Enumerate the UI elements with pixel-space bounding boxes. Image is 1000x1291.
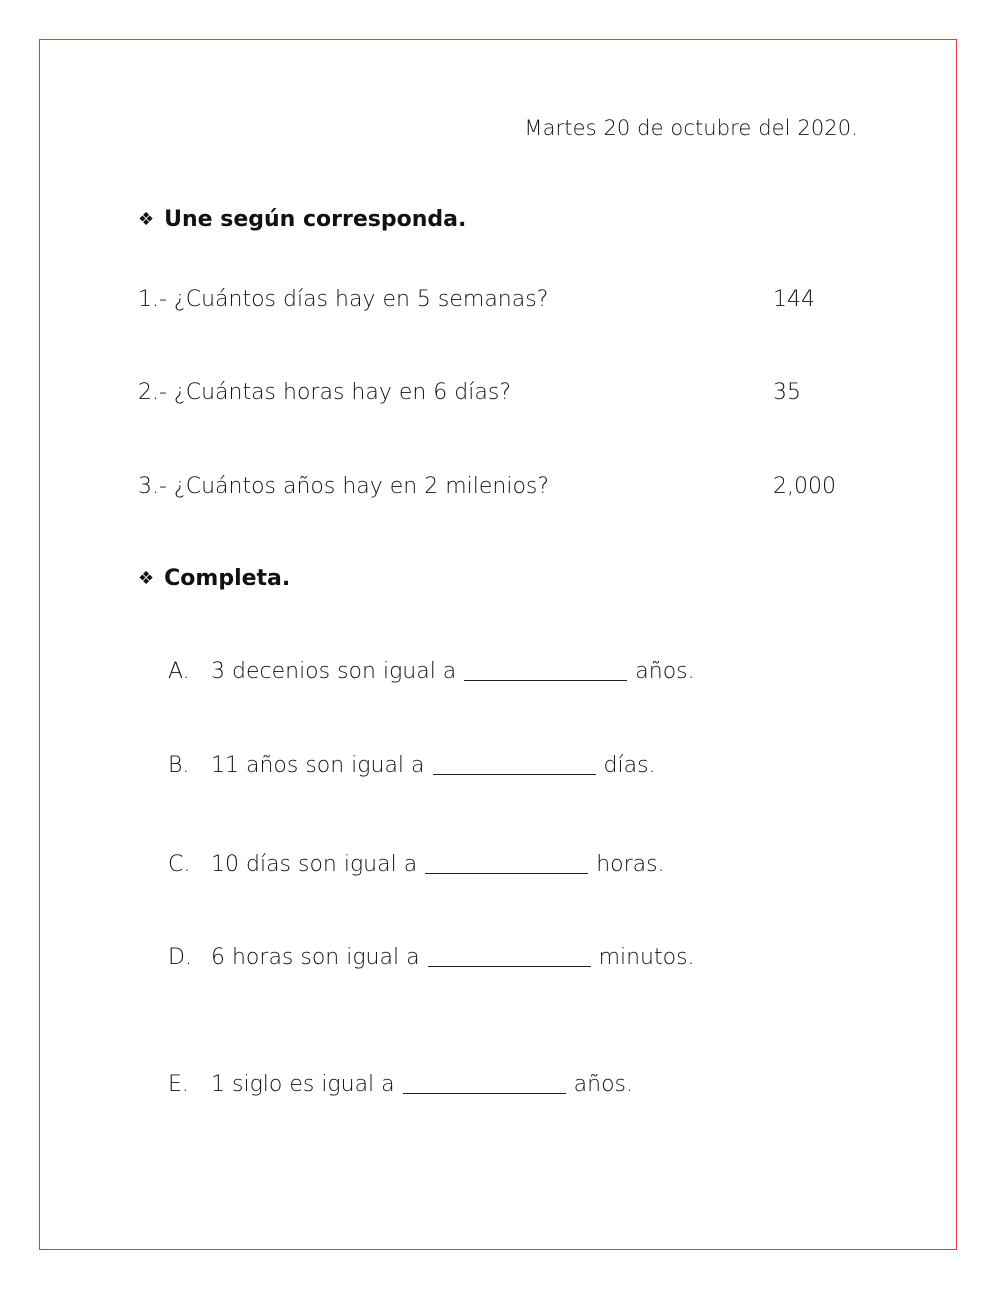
answer-blank-a[interactable] (464, 680, 627, 681)
item-text-after: años. (635, 659, 695, 684)
section-title: Une según corresponda. (164, 207, 467, 232)
item-text-after: horas. (596, 852, 665, 877)
section-heading-complete (138, 566, 290, 591)
answer-blank-c[interactable] (425, 873, 588, 874)
item-text-before: 6 horas son igual a (211, 945, 420, 970)
item-text-after: días. (603, 753, 656, 778)
item-letter: A. (168, 659, 190, 684)
answer-option-2[interactable]: 35 (773, 380, 801, 405)
fill-item-d (168, 945, 695, 970)
question-1: 1.- ¿Cuántos días hay en 5 semanas? (138, 287, 549, 312)
fill-item-a (168, 659, 695, 684)
item-text-before: 3 decenios son igual a (211, 659, 457, 684)
item-letter: B. (168, 753, 190, 778)
section-title: Completa. (164, 566, 291, 591)
question-2: 2.- ¿Cuántas horas hay en 6 días? (138, 380, 511, 405)
fill-item-b (168, 753, 656, 778)
item-letter: E. (168, 1072, 189, 1097)
answer-blank-d[interactable] (428, 966, 591, 967)
answer-option-3[interactable]: 2,000 (773, 474, 836, 499)
item-letter: D. (168, 945, 192, 970)
item-letter: C. (168, 852, 191, 877)
answer-option-1[interactable]: 144 (773, 287, 815, 312)
fill-item-e (168, 1072, 633, 1097)
item-text-after: minutos. (598, 945, 695, 970)
section-heading-match (138, 207, 466, 232)
diamond-bullet-icon: ❖ (138, 568, 155, 589)
item-text-before: 11 años son igual a (211, 753, 425, 778)
diamond-bullet-icon: ❖ (138, 209, 155, 230)
question-3: 3.- ¿Cuántos años hay en 2 milenios? (138, 474, 550, 499)
item-text-after: años. (573, 1072, 633, 1097)
fill-item-c (168, 852, 665, 877)
answer-blank-e[interactable] (403, 1093, 566, 1094)
item-text-before: 10 días son igual a (211, 852, 418, 877)
date-line: Martes 20 de octubre del 2020. (524, 116, 858, 140)
answer-blank-b[interactable] (433, 774, 596, 775)
item-text-before: 1 siglo es igual a (211, 1072, 395, 1097)
